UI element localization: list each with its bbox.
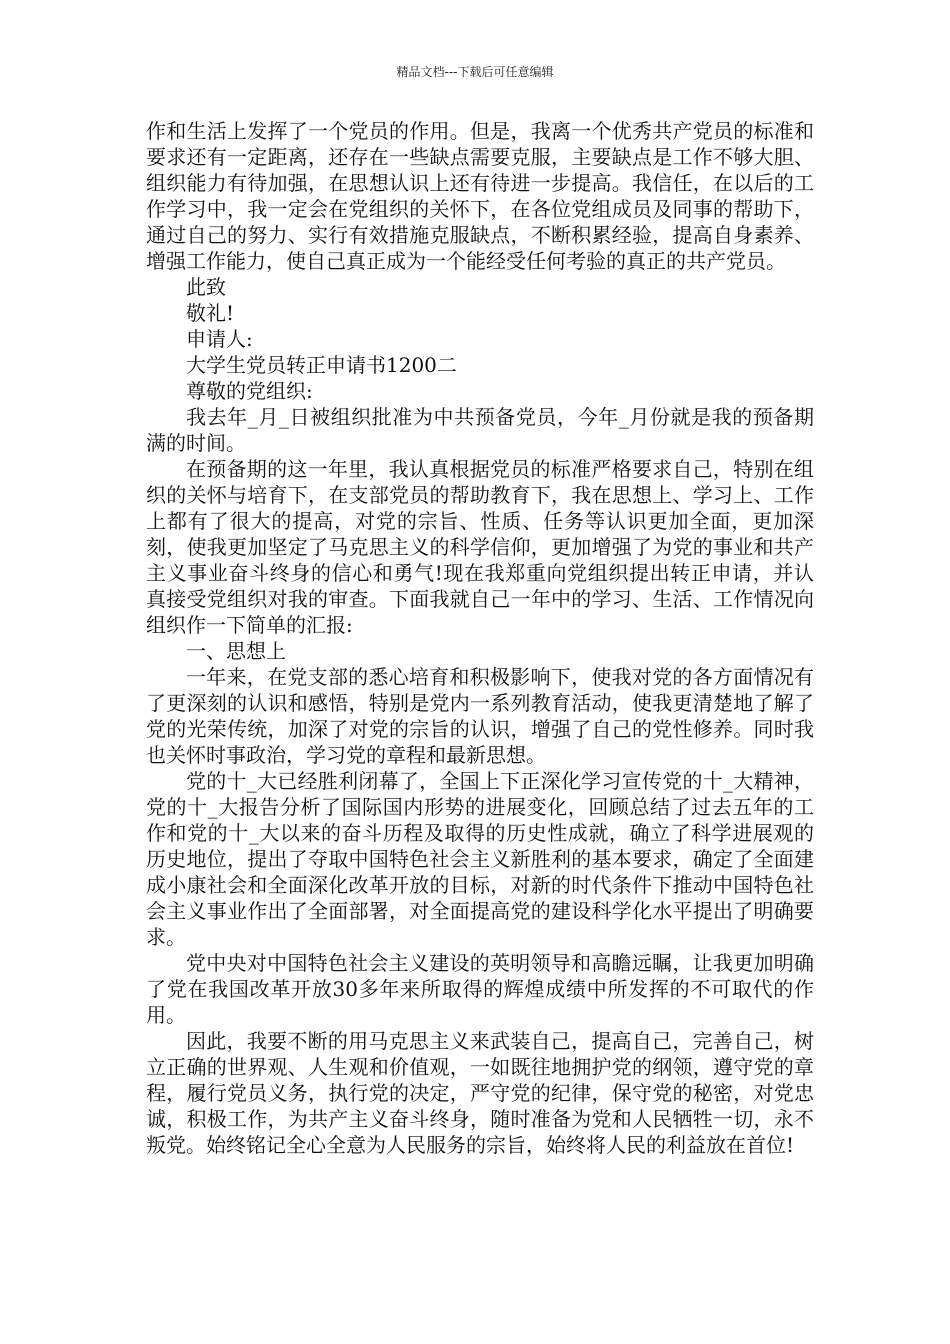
paragraph: 在预备期的这一年里，我认真根据党员的标准严格要求自己，特别在组织的关怀与培育下，在支部党员的帮助教育下，我在思想上、学习上、工作上都有了很大的提高，对党的宗旨、性质、任务等认识更加全面，更加深刻，使我更加坚定了马克思主义的科学信仰，更加增强了为党的事业和共产主义事业奋斗终身的信心和勇气!现在我郑重向党组织提出转正申请，并认真接受党组织对我的审查。下面我就自己一年中的学习、生活、工作情况向组织作一下简单的汇报: bbox=[146, 457, 814, 637]
section-title: 大学生党员转正申请书1200二 bbox=[186, 353, 457, 377]
paragraph-continuation: 作和生活上发挥了一个党员的作用。但是，我离一个优秀共产党员的标准和要求还有一定距离，还存在一些缺点需要克服，主要缺点是工作不够大胆、组织能力有待加强，在思想认识上还有待进一步提高。我信任，在以后的工作学习中，我一定会在党组织的关怀下，在各位党组成员及同事的帮助下，通过自己的努力、实行有效措施克服缺点，不断积累经验，提高自身素养、增强工作能力，使自己真正成为一个能经受任何考验的真正的共产党员。 bbox=[146, 119, 814, 273]
greeting: 尊敬的党组织: bbox=[186, 379, 313, 403]
paragraph: 我去年_月_日被组织批准为中共预备党员，今年_月份就是我的预备期满的时间。 bbox=[146, 405, 814, 455]
document-body bbox=[146, 118, 814, 1158]
paragraph: 党的十_大已经胜利闭幕了，全国上下正深化学习宣传党的十_大精神，党的十_大报告分析了国际国内形势的进展变化，回顾总结了过去五年的工作和党的十_大以来的奋斗历程及取得的历史性成就，确立了科学进展观的历史地位，提出了夺取中国特色社会主义新胜利的基本要求，确定了全面建成小康社会和全面深化改革开放的目标，对新的时代条件下推动中国特色社会主义事业作出了全面部署，对全面提高党的建设科学化水平提出了明确要求。 bbox=[146, 769, 814, 949]
subheading-thought: 一、思想上 bbox=[186, 639, 286, 663]
paragraph: 因此，我要不断的用马克思主义来武装自己，提高自己，完善自己，树立正确的世界观、人生观和价值观，一如既往地拥护党的纲领，遵守党的章程，履行党员义务，执行党的决定，严守党的纪律，保守党的秘密，对党忠诚，积极工作，为共产主义奋斗终身，随时准备为党和人民牺牲一切，永不叛党。始终铭记全心全意为人民服务的宗旨，始终将人民的利益放在首位! bbox=[146, 1029, 814, 1157]
paragraph: 一年来，在党支部的悉心培育和积极影响下，使我对党的各方面情况有了更深刻的认识和感悟，特别是党内一系列教育活动，使我更清楚地了解了党的光荣传统，加深了对党的宗旨的认识，增强了自己的党性修养。同时我也关怀时事政治，学习党的章程和最新思想。 bbox=[146, 665, 814, 767]
paragraph: 党中央对中国特色社会主义建设的英明领导和高瞻远瞩，让我更加明确了党在我国改革开放30多年来所取得的辉煌成绩中所发挥的不可取代的作用。 bbox=[146, 951, 814, 1027]
applicant-label: 申请人: bbox=[186, 327, 253, 351]
closing-salutation: 此致 bbox=[186, 275, 226, 299]
closing-regards: 敬礼! bbox=[186, 301, 235, 325]
page-header: 精品文档---下载后可任意编辑 bbox=[396, 65, 554, 79]
